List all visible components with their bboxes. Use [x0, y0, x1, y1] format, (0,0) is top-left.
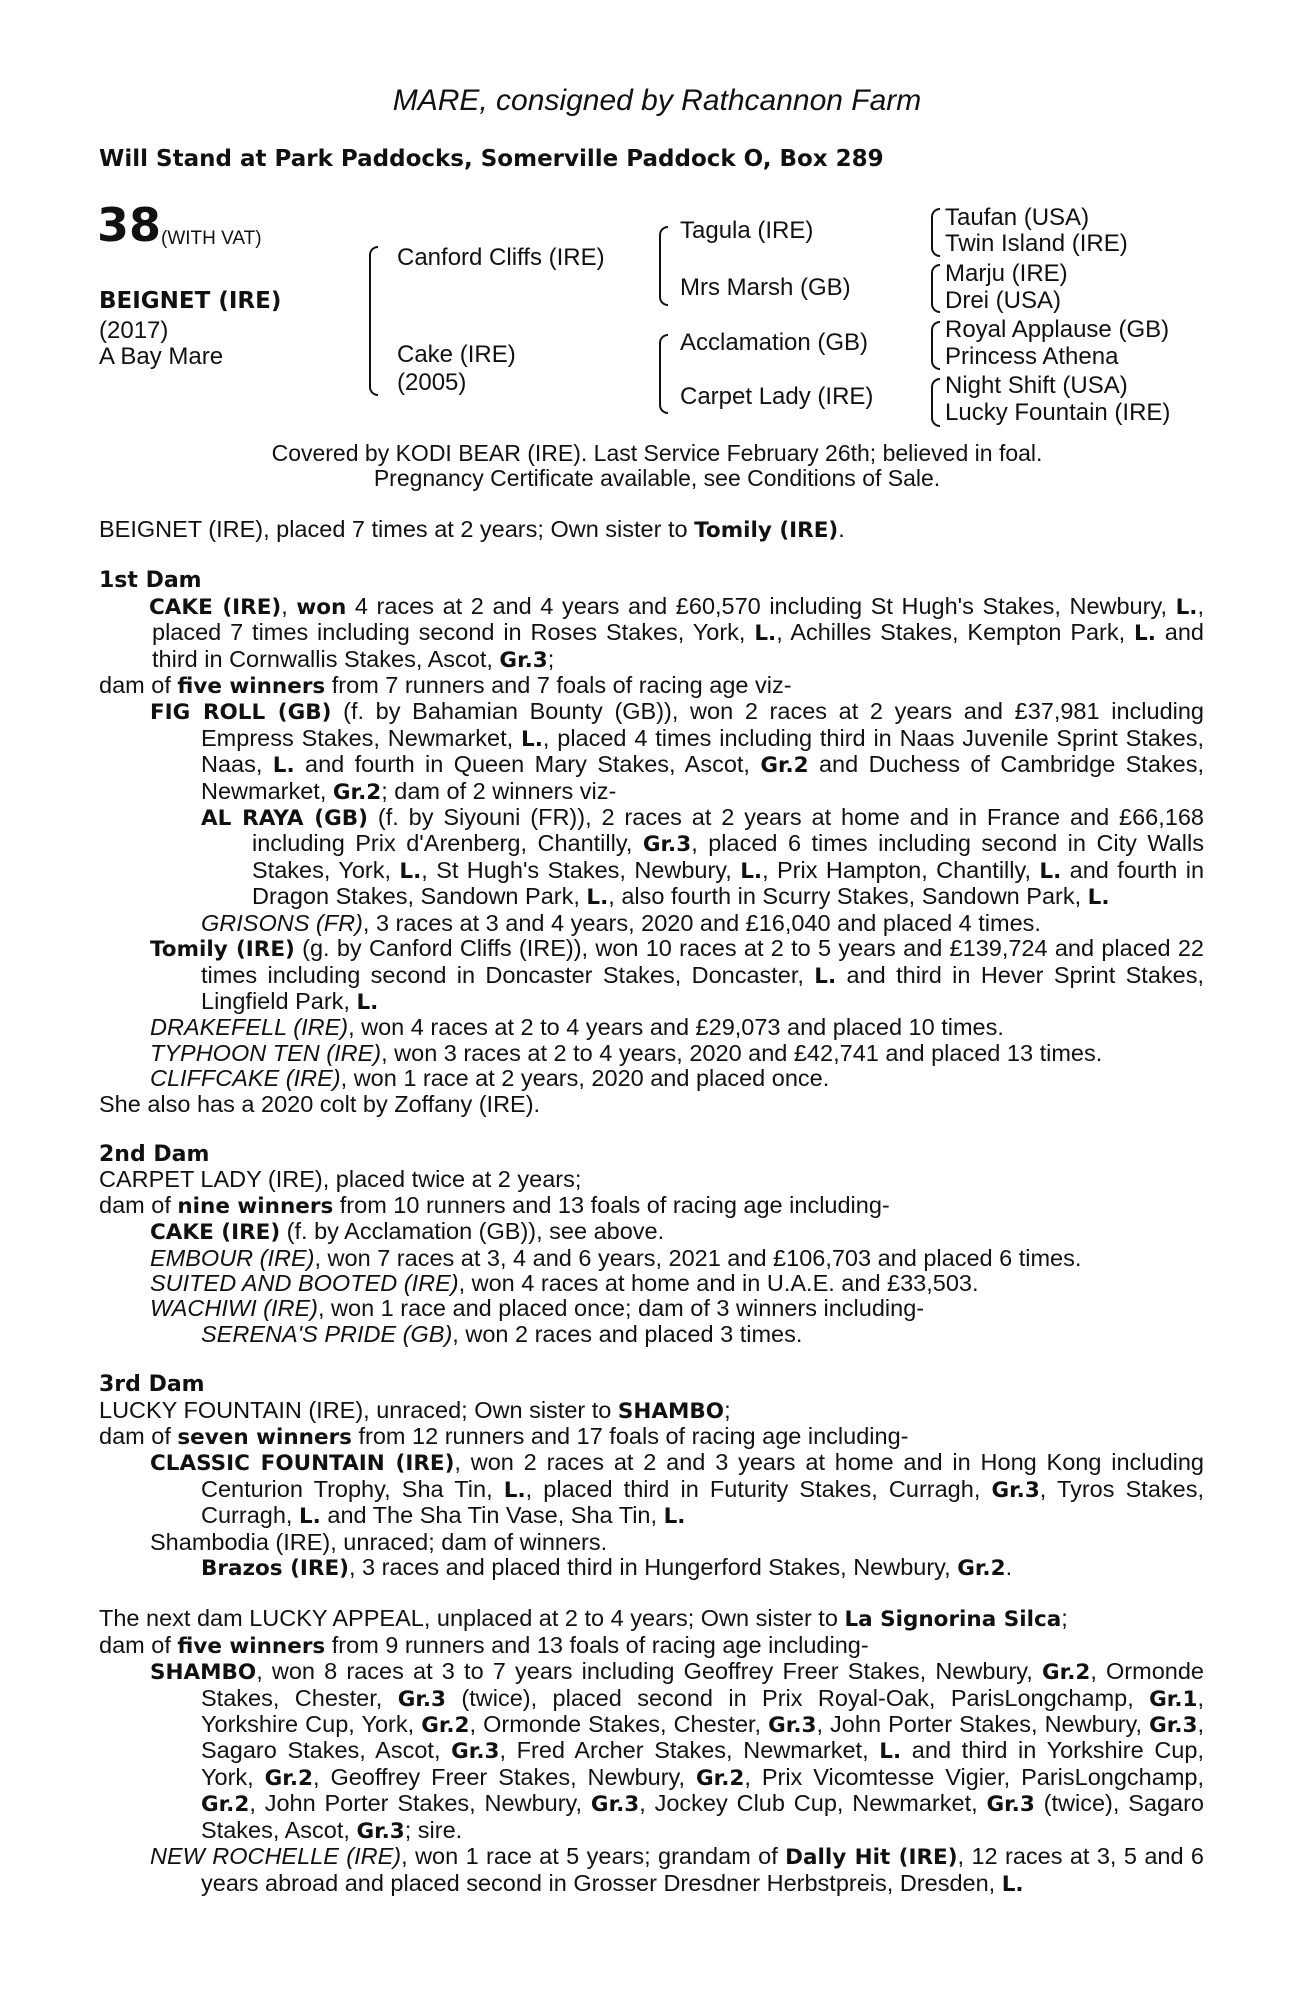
- horse-summary: BEIGNET (IRE), placed 7 times at 2 years; Own sister to Tomily (IRE).: [99, 516, 845, 543]
- pedigree-dam-dam: Carpet Lady (IRE): [680, 383, 874, 410]
- pedigree-bracket: [369, 246, 378, 396]
- progeny-entry: FIG ROLL (GB) (f. by Bahamian Bounty (GB)), won 2 races at 2 years and £37,981 including Empress Stakes, Newmarket, L., placed 4 times including third in Naas Juvenile Sprint Stakes, Naas, L. and fourth in Queen Mary Stakes, Ascot, Gr.2 and Duchess of Cambridge Stakes, Newmarket, Gr.2; dam of 2 winners viz-: [150, 698, 1204, 805]
- progeny-entry: Shambodia (IRE), unraced; dam of winners.: [150, 1528, 608, 1555]
- catalogue-body: [99, 517, 1204, 1897]
- pedigree-gg3: Marju (IRE): [945, 260, 1068, 287]
- pedigree-bracket: [659, 334, 668, 414]
- pedigree-gg2: Twin Island (IRE): [945, 230, 1128, 257]
- pedigree-dam-sire: Acclamation (GB): [680, 329, 869, 356]
- second-dam-record: CARPET LADY (IRE), placed twice at 2 years;: [99, 1166, 582, 1193]
- lot-number: 38: [97, 198, 162, 252]
- pedigree-gg5: Royal Applause (GB): [945, 316, 1170, 343]
- covering-line: Covered by KODI BEAR (IRE). Last Service February 26th; believed in foal.: [271, 440, 1043, 466]
- pedigree-gg8: Lucky Fountain (IRE): [945, 399, 1171, 426]
- progeny-entry: NEW ROCHELLE (IRE), won 1 race at 5 years; grandam of Dally Hit (IRE), 12 races at 3, 5 and 6 years abroad and placed second in Grosser Dresdner Herbstpreis, Dresden, L.: [150, 1843, 1204, 1897]
- pregnancy-line: Pregnancy Certificate available, see Conditions of Sale.: [373, 465, 941, 491]
- progeny-entry: EMBOUR (IRE), won 7 races at 3, 4 and 6 years, 2021 and £106,703 and placed 6 times.: [150, 1244, 1082, 1271]
- first-dam-heading: 1st Dam: [99, 568, 202, 594]
- stand-location: Will Stand at Park Paddocks, Somerville Paddock O, Box 289: [99, 146, 884, 172]
- progeny-entry: SERENA'S PRIDE (GB), won 2 races and placed 3 times.: [201, 1320, 803, 1347]
- horse-year: (2017): [99, 317, 169, 344]
- colt-note: She also has a 2020 colt by Zoffany (IRE).: [99, 1090, 541, 1117]
- progeny-entry: CLASSIC FOUNTAIN (IRE), won 2 races at 2 and 3 years at home and in Hong Kong including Centurion Trophy, Sha Tin, L., placed third in Futurity Stakes, Curragh, Gr.3, Tyros Stakes, Curragh, L. and The Sha Tin Vase, Sha Tin, L.: [150, 1449, 1205, 1530]
- second-dam-produce: dam of nine winners from 10 runners and 13 foals of racing age including-: [99, 1191, 890, 1219]
- pedigree-sire-dam: Mrs Marsh (GB): [680, 274, 851, 301]
- vat-label: (WITH VAT): [161, 228, 262, 249]
- progeny-entry: Brazos (IRE), 3 races and placed third in Hungerford Stakes, Newbury, Gr.2.: [201, 1554, 1013, 1582]
- pedigree-sire: Canford Cliffs (IRE): [397, 244, 605, 271]
- progeny-entry: GRISONS (FR), 3 races at 3 and 4 years, 2020 and £16,040 and placed 4 times.: [201, 909, 1041, 936]
- page-title: MARE, consigned by Rathcannon Farm: [392, 84, 922, 117]
- pedigree-sire-sire: Tagula (IRE): [680, 217, 814, 244]
- pedigree-dam: Cake (IRE): [397, 341, 516, 368]
- progeny-entry: DRAKEFELL (IRE), won 4 races at 2 to 4 years and £29,073 and placed 10 times.: [150, 1014, 1004, 1041]
- pedigree-bracket: [931, 378, 940, 427]
- pedigree-bracket: [931, 264, 940, 313]
- progeny-entry: CAKE (IRE) (f. by Acclamation (GB)), see above.: [150, 1218, 665, 1246]
- pedigree-gg6: Princess Athena: [945, 343, 1119, 370]
- horse-name: BEIGNET (IRE): [99, 288, 282, 314]
- first-dam-produce: dam of five winners from 7 runners and 7 foals of racing age viz-: [99, 672, 792, 700]
- pedigree-bracket: [931, 208, 940, 257]
- progeny-entry: AL RAYA (GB) (f. by Siyouni (FR)), 2 races at 2 years at home and in France and £66,168 including Prix d'Arenberg, Chantilly, Gr.3, placed 6 times including second in City Walls Stakes, York, L., St Hugh's Stakes, Newbury, L., Prix Hampton, Chantilly, L. and fourth in Dragon Stakes, Sandown Park, L., also fourth in Scurry Stakes, Sandown Park, L.: [201, 804, 1205, 911]
- progeny-entry: Tomily (IRE) (g. by Canford Cliffs (IRE)), won 10 races at 2 to 5 years and £139,724 and placed 22 times including second in Doncaster Stakes, Doncaster, L. and third in Hever Sprint Stakes, Lingfield Park, L.: [150, 935, 1205, 1015]
- progeny-entry: SUITED AND BOOTED (IRE), won 4 races at home and in U.A.E. and £33,503.: [150, 1269, 979, 1296]
- progeny-entry: CLIFFCAKE (IRE), won 1 race at 2 years, 2020 and placed once.: [150, 1065, 830, 1092]
- third-dam-produce: dam of seven winners from 12 runners and 17 foals of racing age including-: [99, 1423, 909, 1450]
- horse-description: A Bay Mare: [99, 343, 224, 370]
- second-dam-heading: 2nd Dam: [99, 1141, 210, 1167]
- pedigree-gg7: Night Shift (USA): [945, 372, 1128, 399]
- progeny-entry: SHAMBO, won 8 races at 3 to 7 years including Geoffrey Freer Stakes, Newbury, Gr.2, Ormonde Stakes, Chester, Gr.3 (twice), placed second in Prix Royal-Oak, ParisLongchamp, Gr.1, Yorkshire Cup, York, Gr.2, Ormonde Stakes, Chester, Gr.3, John Porter Stakes, Newbury, Gr.3, Sagaro Stakes, Ascot, Gr.3, Fred Archer Stakes, Newmarket, L. and third in Yorkshire Cup, York, Gr.2, Geoffrey Freer Stakes, Newbury, Gr.2, Prix Vicomtesse Vigier, ParisLongchamp, Gr.2, John Porter Stakes, Newbury, Gr.3, Jockey Club Cup, Newmarket, Gr.3 (twice), Sagaro Stakes, Ascot, Gr.3; sire.: [150, 1658, 1204, 1844]
- progeny-entry: TYPHOON TEN (IRE), won 3 races at 2 to 4 years, 2020 and £42,741 and placed 13 times.: [150, 1039, 1103, 1066]
- pedigree-dam-year: (2005): [397, 369, 467, 396]
- next-dam-produce: dam of five winners from 9 runners and 13 foals of racing age including-: [99, 1631, 869, 1659]
- next-dam-record: The next dam LUCKY APPEAL, unplaced at 2 to 4 years; Own sister to La Signorina Silca;: [99, 1605, 1068, 1633]
- pedigree-gg4: Drei (USA): [945, 287, 1062, 314]
- pedigree-bracket: [931, 321, 940, 370]
- pedigree-bracket: [659, 226, 668, 306]
- first-dam-record: CAKE (IRE), won 4 races at 2 and 4 years and £60,570 including St Hugh's Stakes, Newbury, L., placed 7 times including second in Roses Stakes, York, L., Achilles Stakes, Kempton Park, L. and third in Cornwallis Stakes, Ascot, Gr.3;: [149, 592, 1204, 673]
- progeny-entry: WACHIWI (IRE), won 1 race and placed once; dam of 3 winners including-: [150, 1295, 925, 1322]
- third-dam-record: LUCKY FOUNTAIN (IRE), unraced; Own sister to SHAMBO;: [99, 1396, 731, 1424]
- third-dam-heading: 3rd Dam: [99, 1372, 205, 1398]
- pedigree-gg1: Taufan (USA): [945, 204, 1090, 231]
